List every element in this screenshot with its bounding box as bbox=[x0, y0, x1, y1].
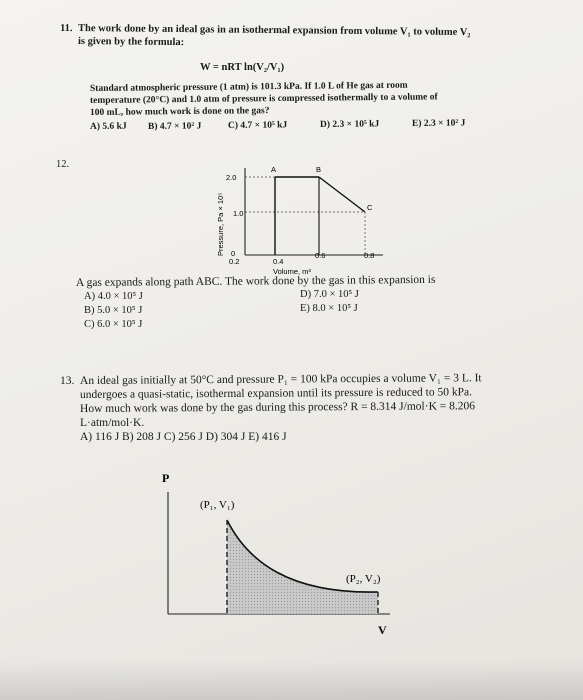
q12-option-c: C) 6.0 × 10⁵ J bbox=[84, 319, 143, 330]
q12-x-tick-06: 0.6 bbox=[315, 251, 326, 260]
q12-y-tick-0: 0 bbox=[231, 249, 236, 258]
q13-pv-graph bbox=[160, 462, 420, 642]
q13-line4: L·atm/mol·K. bbox=[80, 417, 145, 429]
q12-x-tick-08: 0.8 bbox=[364, 251, 375, 260]
q11-body-line1: Standard atmospheric pressure (1 atm) is 101.3 kPa. If 1.0 L of He gas at room bbox=[89, 80, 408, 94]
q12-stem: A gas expands along path ABC. The work done by the gas in this expansion is bbox=[75, 273, 436, 289]
q12-option-e: E) 8.0 × 10⁵ J bbox=[300, 303, 358, 314]
q12-point-c: C bbox=[367, 203, 373, 212]
q11-option-b: B) 4.7 × 10² J bbox=[147, 121, 202, 132]
q13-shaded-area bbox=[227, 520, 378, 614]
q12-number: 12. bbox=[56, 159, 70, 170]
q12-option-b: B) 5.0 × 10⁵ J bbox=[84, 305, 143, 316]
q11-stem-line1: The work done by an ideal gas in an isothermal expansion from volume V₁ to volume V₂ bbox=[77, 23, 471, 39]
page-shadow bbox=[0, 660, 583, 700]
q13-options: A) 116 J B) 208 J C) 256 J D) 304 J E) 416 J bbox=[80, 431, 287, 443]
q12-x-tick-04: 0.4 bbox=[273, 257, 284, 266]
q12-x-axis-label: Volume, m³ bbox=[273, 267, 311, 276]
q13-line1: An ideal gas initially at 50°C and pressure P₁ = 100 kPa occupies a volume V₁ = 3 L. It bbox=[79, 372, 482, 387]
q11-number: 11. bbox=[59, 23, 73, 35]
q13-y-axis-label: P bbox=[162, 471, 170, 485]
q13-line3: How much work was done by the gas during this process? R = 8.314 J/mol·K = 8.206 bbox=[79, 400, 476, 415]
q11-option-d: D) 2.3 × 10⁵ kJ bbox=[319, 119, 380, 130]
q12-point-b: B bbox=[316, 165, 322, 174]
q12-y-tick-2: 2.0 bbox=[226, 173, 237, 182]
q13-end-label: (P₂, V₂) bbox=[346, 573, 381, 585]
q12-pv-graph bbox=[215, 160, 395, 285]
q11-body-line3: 100 mL, how much work is done on the gas? bbox=[89, 106, 270, 118]
q11-stem-line2: is given by the formula: bbox=[77, 36, 185, 49]
q13-start-label: (P₁, V₁) bbox=[200, 499, 235, 511]
q12-option-d: D) 7.0 × 10⁵ J bbox=[300, 289, 359, 300]
q12-option-a: A) 4.0 × 10⁵ J bbox=[84, 291, 143, 302]
q12-y-tick-1: 1.0 bbox=[233, 209, 244, 218]
q12-y-axis-label: Pressure, Pa × 10⁵ bbox=[216, 192, 225, 256]
q13-line2: undergoes a quasi-static, isothermal expansion until its pressure is reduced to 50 kPa. bbox=[79, 386, 473, 401]
q11-option-c: C) 4.7 × 10⁵ kJ bbox=[227, 120, 288, 131]
q11-body-line2: temperature (20°C) and 1.0 atm of pressure is compressed isothermally to a volume of bbox=[89, 92, 438, 106]
q12-path-segment-bc bbox=[319, 177, 365, 212]
q13-x-axis-label: V bbox=[378, 623, 387, 637]
q11-option-a: A) 5.6 kJ bbox=[89, 121, 127, 132]
q12-point-a: A bbox=[271, 165, 277, 174]
q11-option-e: E) 2.3 × 10² J bbox=[411, 118, 466, 129]
q12-x-tick-02: 0.2 bbox=[229, 257, 240, 266]
q11-formula: W = nRT ln(V₂/V₁) bbox=[200, 62, 285, 73]
q13-number: 13. bbox=[60, 375, 75, 387]
